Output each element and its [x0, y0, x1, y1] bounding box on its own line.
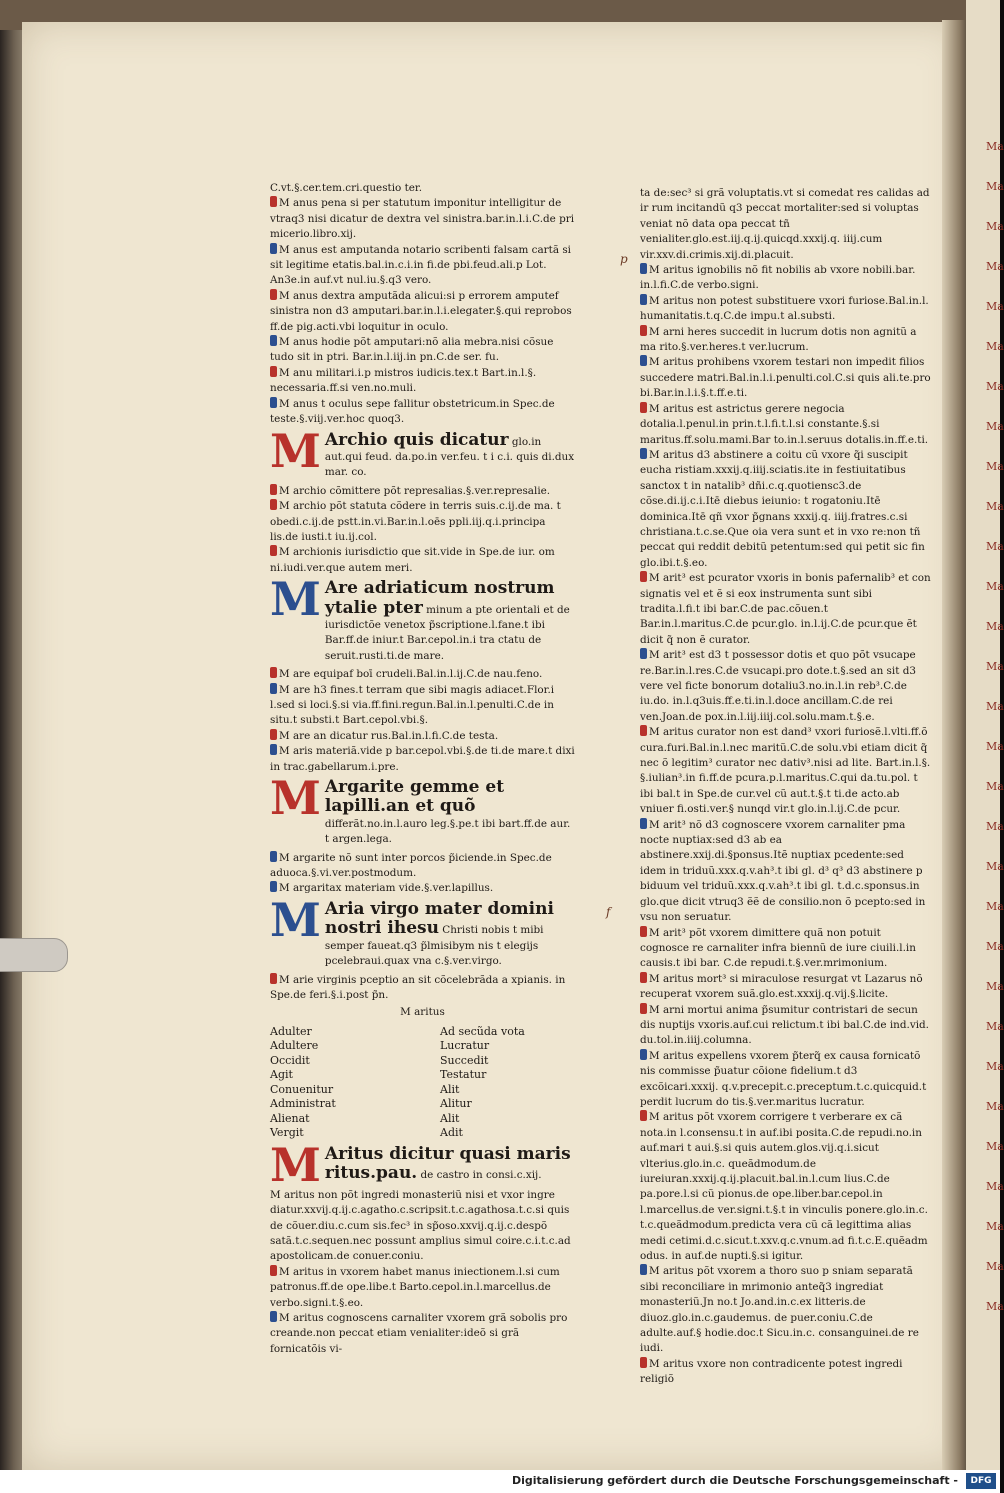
- entry-text: M argarite nõ sunt inter porcos p̃iciende.in Spec.de aduoca.§.vi.ver.postmodum.: [270, 851, 552, 880]
- entry-text: M archio cõmittere põt represalias.§.ver.represalie.: [279, 484, 551, 497]
- entry-text: M anus dextra amputãda alicui:si p errorem amputef sinistra non d3 amputari.bar.in.l.i.elegater.§.qui reprobos ff.de pig.acti.vbi loquitur in oculo.: [270, 289, 572, 333]
- facing-page-mark: Ma: [986, 860, 1004, 873]
- facing-page-mark: Ma: [986, 1220, 1004, 1233]
- section-heading: [270, 1137, 575, 1192]
- topic-word: Vergit: [270, 1126, 304, 1140]
- facing-page-mark: Ma: [986, 780, 1004, 793]
- dfg-logo: DFG: [966, 1473, 996, 1489]
- pilcrow-icon: [270, 881, 277, 892]
- text-entry: [270, 397, 575, 428]
- pilcrow-icon: [640, 294, 647, 305]
- facing-page-mark: Ma: [986, 580, 1004, 593]
- text-entry: [640, 725, 932, 817]
- text-entry: [270, 366, 575, 397]
- text-entry: [640, 1357, 932, 1388]
- text-entry: [640, 1049, 932, 1111]
- pilcrow-icon: [640, 571, 647, 582]
- entry-text: ta de:sec³ si grã voluptatis.vt si comedat res calidas ad ir rum incitandũ q3 peccat mortaliter:sed si voluptas veniat nõ data opa peccat tñ venialiter.glo.est.iij.q.ij.quicqd.xxxij.q. iiij.cum vir.xxv.di.crimis.xij.di.placuit.: [640, 187, 930, 261]
- text-entry: [640, 1110, 932, 1264]
- facing-page-mark: Ma: [986, 700, 1004, 713]
- topic-word: Testatur: [440, 1068, 487, 1082]
- pilcrow-icon: [270, 484, 277, 495]
- pilcrow-icon: [270, 196, 277, 207]
- entry-text: M aritus prohibens vxorem testari non impedit filios succedere matri.Bal.in.l.i.penulti.col.C.si quis ali.te.pro bi.Bar.in.l.i.§.t.ff.e.ti.: [640, 356, 931, 400]
- text-entry: [640, 186, 932, 263]
- entry-text: M arni mortui anima p̃sumitur contristari de secun dis nuptijs vxoris.auf.cui relictum.t ibi bal.C.de ind.vid. du.tol.in.iiij.columna.: [640, 1003, 929, 1047]
- pilcrow-icon: [640, 926, 647, 937]
- entry-text: M are an dicatur rus.Bal.in.l.fi.C.de testa.: [279, 729, 499, 742]
- facing-page-mark: Ma: [986, 740, 1004, 753]
- facing-page-mark: Ma: [986, 1300, 1004, 1313]
- text-entry: [270, 729, 575, 744]
- topic-word: Alienat: [270, 1111, 310, 1125]
- pilcrow-icon: [270, 851, 277, 862]
- topic-word: Succedit: [440, 1053, 489, 1067]
- facing-page-mark: Ma: [986, 220, 1004, 233]
- text-entry: [640, 648, 932, 725]
- pilcrow-icon: [640, 725, 647, 736]
- page-clip: [0, 938, 68, 972]
- facing-page-mark: Ma: [986, 380, 1004, 393]
- footer-bar: [0, 1470, 1000, 1493]
- entry-text: M aritus vxore non contradicente potest ingredi religiõ: [640, 1357, 903, 1386]
- pilcrow-icon: [270, 729, 277, 740]
- text-entry: [640, 448, 932, 571]
- heading-text: Archio quis dicatur: [324, 429, 509, 450]
- topic-word: Adultere: [270, 1039, 319, 1053]
- entry-text: M aritus põt vxorem corrigere t verberare ex cã nota.in l.consensu.t in auf.ibi posita.C.de repudi.no.in auf.mari t aui.§.si quis autem.glos.vij.q.i.sicut vlterius.glo.in.c. queãdmodum.de iureiuran.xxxij.q.ij.placuit.bal.in.l.cum lius.C.de pa.pore.l.si cũ pionus.de ope.liber.bar.cepol.in l.marcellus.de ver.signi.t.§.t in vinculis ponere.glo.in.c. t.c.queãdmodum.predicta vera cũ cã legittima alias medi cetimi.d.c.sicut.t.xxv.q.c.vnum.ad fi.t.c.E.quẽadm odus. in auf.de nupti.§.si igitur.: [640, 1111, 928, 1263]
- entry-text: M aritus non potest substituere vxori furiose.Bal.in.l. humanitatis.t.q.C.de impu.t al.substi.: [640, 294, 929, 323]
- entry-text: M anus hodie põt amputari:nõ alia mebra.nisi cõsue tudo sit in ptri. Bar.in.l.iij.in pn.C.de ser. fu.: [270, 336, 554, 364]
- maritus-topic-list: [270, 1025, 575, 1141]
- facing-page-mark: Ma: [986, 820, 1004, 833]
- pilcrow-icon: [270, 289, 277, 300]
- heading-text: Are adriaticum nostrum ytalie pter: [324, 578, 555, 618]
- facing-page-mark: Ma: [986, 180, 1004, 193]
- topic-word: Conuenitur: [270, 1082, 334, 1096]
- section-heading: [270, 892, 575, 970]
- heading-rest: differãt.no.in.l.auro leg.§.pe.t ibi bart.ff.de aur. t argen.lega.: [324, 817, 571, 846]
- entry-text: M arit³ est d3 t possessor dotis et quo põt vsucape re.Bar.in.l.res.C.de vsucapi.pro dote.t.§.sed an sit d3 vere vel ficte bonorum dotaliu3.no.in.l.in reb³.C.de iu.do. in.l.q3uis.ff.e.ti.in.l.doce ancillam.C.de rei ven.Joan.de pox.in.l.iij.iiij.col.solu.mam.t.§.e.: [640, 649, 916, 723]
- text-entry: [270, 1311, 575, 1357]
- pilcrow-icon: [270, 973, 277, 984]
- text-entry: [270, 973, 575, 1004]
- text-entry: [640, 325, 932, 356]
- heading-text: Aria virgo mater domini nostri ihesu: [324, 898, 554, 939]
- facing-page-mark: Ma: [986, 540, 1004, 553]
- topic-word: Lucratur: [440, 1039, 490, 1053]
- maritus-list-heading: M aritus: [400, 1006, 445, 1019]
- entry-text: M arie virginis pceptio an sit cõcelebrãda a xpianis. in Spe.de feri.§.i.post p̃n.: [270, 973, 566, 1001]
- text-entry: [270, 851, 575, 882]
- entry-text: M aritus ignobilis nõ fit nobilis ab vxore nobili.bar. in.l.fi.C.de verbo.signi.: [640, 264, 916, 292]
- footer-credit: Digitalisierung gefördert durch die Deutsche Forschungsgemeinschaft -: [511, 1474, 958, 1487]
- right-column: [640, 186, 932, 1388]
- facing-page-mark: Ma: [986, 300, 1004, 313]
- topic-word: Administrat: [270, 1097, 336, 1111]
- facing-page-mark: Ma: [986, 660, 1004, 673]
- heading-rest: glo.in aut.qui feud. da.po.in ver.feu. t i c.i. quis di.dux mar. co.: [324, 435, 575, 479]
- pilcrow-icon: [640, 1003, 647, 1014]
- entry-text: M argaritax materiam vide.§.ver.lapillus.: [279, 882, 494, 895]
- topic-word: Ad secũda vota: [440, 1024, 525, 1038]
- text-entry: [270, 181, 575, 196]
- pilcrow-icon: [640, 263, 647, 274]
- initial-letter: M: [270, 771, 321, 826]
- topic-word: Alitur: [440, 1097, 472, 1111]
- margin-note: f: [606, 905, 611, 919]
- entry-text: M aritus in vxorem habet manus iniectionem.l.si cum patronus.ff.de ope.libe.t Barto.cepol.in.l.marcellus.de verbo.signi.t.§.eo.: [270, 1265, 560, 1309]
- text-entry: [640, 972, 932, 1003]
- pilcrow-icon: [640, 1049, 647, 1060]
- pilcrow-icon: [270, 545, 277, 556]
- pilcrow-icon: [640, 448, 647, 459]
- section-heading: [270, 572, 575, 664]
- pilcrow-icon: [270, 397, 277, 408]
- heading-rest: minum a pte orientali et de iurisdictõe venetox p̃scriptione.l.fane.t ibi Bar.ff.de iniur.t Bar.cepol.in.i tra ctatu de seruit.rusti.ti.de mare.: [324, 603, 570, 662]
- facing-page-mark: Ma: [986, 1060, 1004, 1073]
- text-entry: [270, 683, 575, 729]
- text-entry: [640, 294, 932, 325]
- text-entry: [640, 926, 932, 972]
- pilcrow-icon: [270, 335, 277, 346]
- pilcrow-icon: [640, 972, 647, 983]
- initial-letter: M: [270, 892, 321, 947]
- heading-text: Aritus dicitur quasi maris ritus.pau.: [324, 1143, 571, 1184]
- section-heading: [270, 423, 575, 481]
- topic-word: Occidit: [270, 1053, 310, 1067]
- text-entry: [270, 499, 575, 545]
- text-entry: [640, 571, 932, 648]
- text-entry: [270, 335, 575, 366]
- text-entry: [270, 243, 575, 289]
- margin-note: p: [620, 252, 628, 266]
- entry-text: M anus pena si per statutum imponitur intelligitur de vtraq3 nisi dicatur de dextra vel sinistra.bar.in.l.i.C.de pri micerio.libro.xij.: [270, 197, 575, 241]
- text-entry: [270, 1265, 575, 1311]
- pilcrow-icon: [640, 818, 647, 829]
- left-column: [270, 181, 575, 1357]
- entry-text: M are h3 fines.t terram que sibi magis adiacet.Flor.i l.sed si loci.§.si via.ff.fini.regun.Bal.in.l.penulti.C.de in situ.t substi.t Bart.cepol.vbi.§.: [270, 683, 555, 727]
- topic-word: Adit: [440, 1126, 463, 1140]
- heading-text: Argarite gemme et lapilli.an et quõ: [324, 777, 505, 817]
- entry-text: M arit³ nõ d3 cognoscere vxorem carnaliter pma nocte nuptiax:sed d3 ab ea abstinere.xxij.di.§ponsus.Itẽ nuptiax pcedente:sed idem in triduũ.xxx.q.v.ah³.t ibi gl. d³ q³ d3 abstinere p biduum vel triduũ.xxx.q.v.ah³.t ibi gl. t.d.c.sponsus.in glo.que dicit vtruq3 ẽẽ de consilio.non õ pcepto:sed in vsu non seruatur.: [640, 818, 926, 924]
- pilcrow-icon: [270, 243, 277, 254]
- facing-page-mark: Ma: [986, 1260, 1004, 1273]
- text-entry: [640, 402, 932, 448]
- facing-page-mark: Ma: [986, 340, 1004, 353]
- pilcrow-icon: [640, 325, 647, 336]
- facing-page-edge: [966, 0, 1004, 1470]
- heading-rest: de castro in consi.c.xij.: [417, 1169, 542, 1182]
- topic-word: Adulter: [270, 1024, 312, 1038]
- pilcrow-icon: [640, 1110, 647, 1121]
- topic-word: Agit: [270, 1068, 293, 1082]
- pilcrow-icon: [270, 667, 277, 678]
- facing-page-mark: Ma: [986, 140, 1004, 153]
- facing-page-mark: Ma: [986, 980, 1004, 993]
- text-entry: [640, 263, 932, 294]
- pilcrow-icon: [640, 648, 647, 659]
- facing-page-mark: Ma: [986, 940, 1004, 953]
- entry-text: M arit³ est pcurator vxoris in bonis pafernalib³ et con signatis vel et ẽ si eox instrumenta sunt sibi tradita.l.fi.t ibi bar.C.de pac.cõuen.t Bar.in.l.maritus.C.de pcur.glo. in.l.ij.C.de pcur.que ẽt dicit q̃ non ẽ curator.: [640, 572, 931, 646]
- facing-page-mark: Ma: [986, 900, 1004, 913]
- text-entry: [640, 1264, 932, 1356]
- pilcrow-icon: [270, 366, 277, 377]
- facing-page-mark: Ma: [986, 1020, 1004, 1033]
- pilcrow-icon: [270, 744, 277, 755]
- entry-text: M aritus non põt ingredi monasteriũ nisi et vxor ingre diatur.xxvij.q.ij.c.agatho.c.scripsit.t.c.agathosa.t.c.si quis de cõuer.diu.c.cum sis.fec³ in sp̃oso.xxvij.q.ij.c.despõ satã.t.c.sequen.nec possunt amplius simul coire.c.i.t.c.ad apostolicam.de conuer.coniu.: [270, 1188, 571, 1263]
- text-entry: [270, 289, 575, 335]
- entry-text: M aritus curator non est dand³ vxori furiosẽ.l.vlti.ff.õ cura.furi.Bal.in.l.nec maritũ.C.de solu.vbi etiam dicit q̃ nec õ legitim³ curator nec dativ³.nisi ad lite. Bart.in.l.§. §.iulian³.in fi.ff.de pcura.p.l.maritus.C.qui da.tu.pol. t ibi bal.t in Spe.de cur.vel cũ aut.t.§.t ti.de acto.ab vniuer fi.osti.ver.§ nunqd vir.t glo.in.l.ij.C.de pcur.: [640, 726, 931, 816]
- text-entry: [270, 1188, 575, 1265]
- heading-rest: Christi nobis t mibi semper faueat.q3 p̃lmisibym nis t elegijs pcelebraui.quax vna c.§.ver.virgo.: [324, 924, 544, 968]
- pilcrow-icon: [640, 402, 647, 413]
- pilcrow-icon: [270, 683, 277, 694]
- entry-text: M archio põt statuta cõdere in terris suis.c.ij.de ma. t obedi.c.ij.de pstt.in.vi.Bar.in.l.oēs ppli.iij.q.i.principa lis.de iusti.t iu.ij.col.: [270, 500, 561, 543]
- pilcrow-icon: [270, 1265, 277, 1276]
- pilcrow-icon: [270, 1311, 277, 1322]
- facing-page-mark: Ma: [986, 420, 1004, 433]
- entry-text: C.vt.§.cer.tem.cri.questio ter.: [270, 182, 423, 194]
- text-entry: [640, 818, 932, 926]
- entry-text: M archionis iurisdictio que sit.vide in Spe.de iur. om ni.iudi.ver.que autem meri.: [270, 546, 555, 574]
- facing-page-mark: Ma: [986, 1180, 1004, 1193]
- text-entry: [270, 484, 575, 499]
- text-entry: [640, 355, 932, 401]
- facing-page-mark: Ma: [986, 1140, 1004, 1153]
- facing-page-mark: Ma: [986, 500, 1004, 513]
- entry-text: M anus t oculus sepe fallitur obstetricum.in Spec.de teste.§.viij.ver.hoc quoq3.: [270, 397, 555, 426]
- facing-page-mark: Ma: [986, 1100, 1004, 1113]
- facing-page-mark: Ma: [986, 460, 1004, 473]
- initial-letter: M: [270, 572, 321, 627]
- pilcrow-icon: [640, 355, 647, 366]
- pilcrow-icon: [270, 499, 277, 510]
- topic-word: Alit: [440, 1082, 460, 1096]
- facing-page-mark: Ma: [986, 620, 1004, 633]
- initial-letter: M: [270, 423, 321, 478]
- entry-text: M arit³ põt vxorem dimittere quã non potuit cognosce re carnaliter infra biennũ de iure ciuili.l.in causis.t ibi bar. C.de repudi.t.§.ver.mrimonium.: [640, 926, 916, 970]
- pilcrow-icon: [640, 1264, 647, 1275]
- entry-text: M aritus expellens vxorem p̃terq̃ ex causa fornicatõ nis commisse p̃uatur cõione fidelium.t d3 excõicari.xxxij. q.v.precepit.c.preceptum.t.c.quicquid.t perdit lucrum do tis.§.ver.maritus lucratur.: [640, 1049, 927, 1108]
- entry-text: M anu militari.i.p mistros iudicis.tex.t Bart.in.l.§. necessaria.ff.si ven.no.muli.: [270, 366, 537, 395]
- entry-text: M aritus cognoscens carnaliter vxorem grã sobolis pro creande.non peccat etiam venialiter:ideõ si grã fornicatõis vi-: [270, 1311, 568, 1355]
- section-heading: [270, 771, 575, 848]
- entry-text: M aris materiã.vide p bar.cepol.vbi.§.de ti.de mare.t dixi in trac.gabellarum.i.pre.: [270, 745, 575, 773]
- entry-text: M arni heres succedit in lucrum dotis non agnitũ a ma rito.§.ver.heres.t ver.lucrum.: [640, 325, 917, 354]
- text-entry: [640, 1003, 932, 1049]
- initial-letter: M: [270, 1137, 321, 1192]
- facing-page-mark: Ma: [986, 260, 1004, 273]
- entry-text: M anus est amputanda notario scribenti falsam cartã si sit legitime etatis.bal.in.c.i.in fi.de pbi.feud.ali.p Lot. An3e.in auf.vt nul.iu.§.q3 vero.: [270, 243, 571, 287]
- text-entry: [270, 667, 575, 682]
- topic-word: Alit: [440, 1111, 460, 1125]
- entry-text: M aritus mort³ si miraculose resurgat vt Lazarus nõ recuperat vxorem suã.glo.est.xxxij.q.vij.§.licite.: [640, 972, 923, 1001]
- entry-text: M aritus est astrictus gerere negocia dotalia.l.penul.in prin.t.l.fi.t.l.si constante.§.si maritus.ff.solu.mami.Bar to.in.l.seruus dotalis.in.ff.e.ti.: [640, 402, 929, 446]
- entry-text: M aritus d3 abstinere a coitu cũ vxore q̃i suscipit eucha ristiam.xxxij.q.iiij.sciatis.ite in festiuitatibus sanctox t in natalib³ dñi.c.q.quotiensc3.de cõse.di.ij.c.i.Itē diebus ieiunio: t rogatoniu.Itē dominica.Itē qñ vxor p̃gnans xxxij.q. iiij.fratres.c.si christiana.t.c.se.Que oia vera sunt et in vxo re:non tñ peccat qui reddit debitũ petentum:sed qui petit sic fin glo.ibi.t.§.eo.: [640, 448, 925, 569]
- text-entry: [270, 196, 575, 242]
- entry-text: M aritus põt vxorem a thoro suo p sniam separatã sibi reconciliare in mrimonio anteq̃3 ingrediat monasteriũ.Jn no.t Jo.and.in.c.ex litteris.de diuoz.glo.in.c.gaudemus. de puer.coniu.C.de adulte.auf.§ hodie.doc.t Sicu.in.c. consanguinei.de re iudi.: [640, 1265, 919, 1355]
- pilcrow-icon: [640, 1357, 647, 1368]
- entry-text: M are equipaf boī crudeli.Bal.in.l.ij.C.de nau.feno.: [279, 668, 543, 681]
